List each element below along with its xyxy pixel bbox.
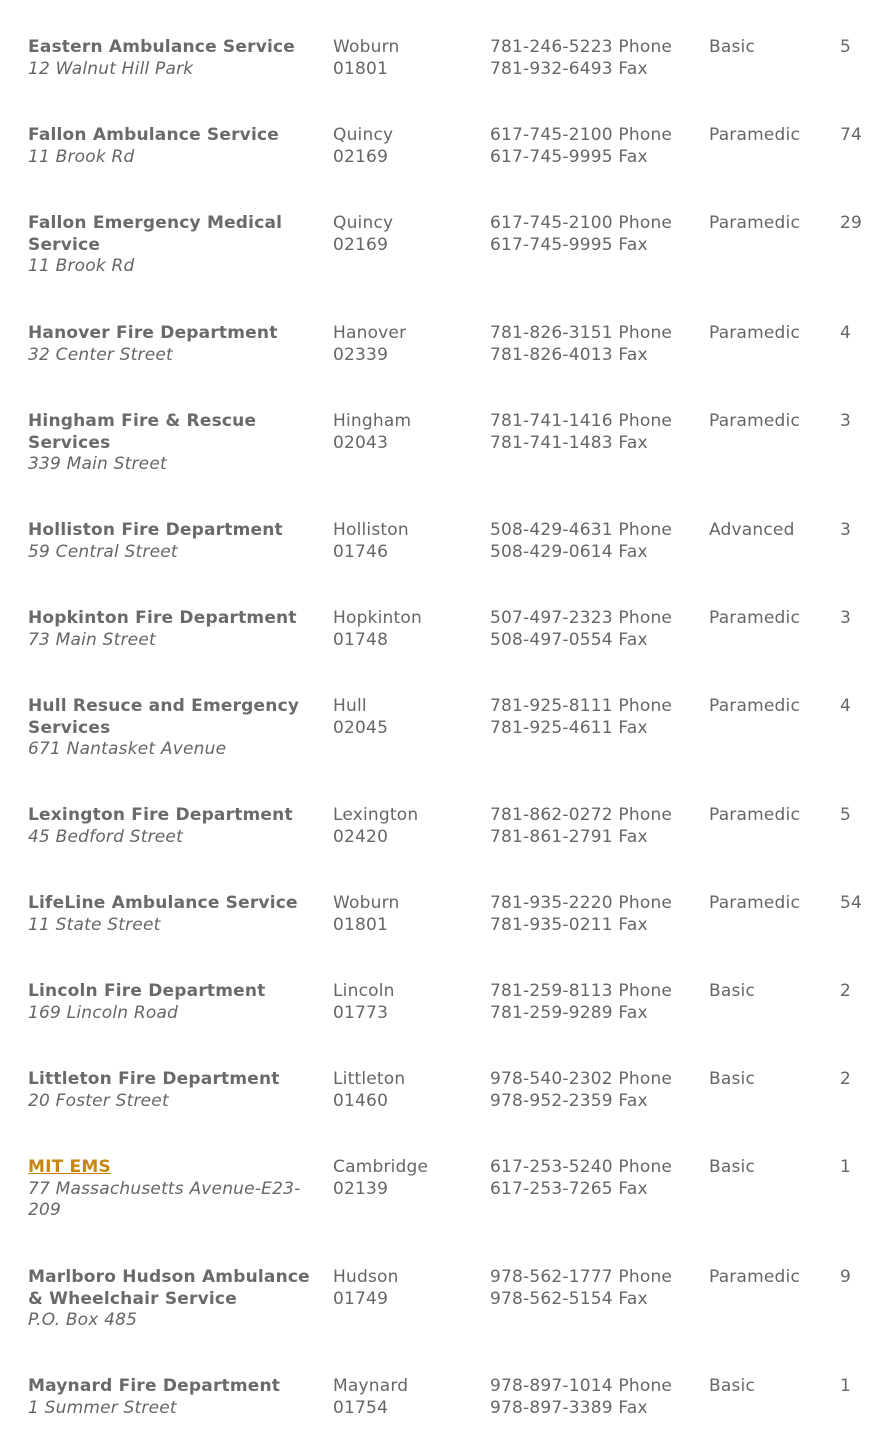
service-level: Basic [709, 981, 756, 1001]
location-cell [333, 1376, 473, 1419]
phone-number: 508-429-4631 Phone [490, 520, 673, 540]
agency-address: 20 Foster Street [28, 1090, 169, 1111]
service-level: Paramedic [709, 893, 800, 913]
agency-name: Maynard Fire Department [28, 1376, 281, 1396]
agency-cell [28, 37, 318, 80]
agency-cell [28, 1069, 318, 1112]
agency-cell [28, 1157, 318, 1222]
service-level: Basic [709, 37, 756, 57]
agency-address: 169 Lincoln Road [28, 1002, 179, 1023]
city: Littleton [333, 1069, 406, 1089]
fax-number: 781-925-4611 Fax [490, 717, 648, 738]
agency-cell [28, 411, 318, 476]
phone-number: 781-862-0272 Phone [490, 805, 673, 825]
location-cell [333, 1267, 473, 1310]
location-cell [333, 323, 473, 366]
service-level: Paramedic [709, 213, 800, 233]
service-level: Advanced [709, 520, 795, 540]
city: Hingham [333, 411, 412, 431]
zip-code: 01460 [333, 1090, 389, 1111]
service-level: Paramedic [709, 608, 800, 628]
fax-number: 781-935-0211 Fax [490, 914, 648, 935]
contact-cell [490, 696, 700, 739]
location-cell [333, 805, 473, 848]
phone-number: 617-745-2100 Phone [490, 125, 673, 145]
city: Quincy [333, 125, 394, 145]
service-level: Paramedic [709, 1267, 800, 1287]
contact-cell [490, 323, 700, 366]
agency-address: 11 Brook Rd [28, 256, 135, 276]
agency-link[interactable]: MIT EMS [28, 1157, 111, 1177]
agency-cell [28, 125, 318, 168]
agency-address: 1 Summer Street [28, 1397, 177, 1418]
fax-number: 781-826-4013 Fax [490, 344, 648, 365]
contact-cell [490, 608, 700, 651]
service-level: Paramedic [709, 805, 800, 825]
agency-address: 32 Center Street [28, 344, 173, 365]
contact-cell [490, 125, 700, 168]
zip-code: 01801 [333, 914, 389, 935]
count-value: 3 [840, 608, 852, 628]
zip-code: 01754 [333, 1397, 389, 1418]
agency-name: Fallon Ambulance Service [28, 125, 279, 145]
agency-name: Lincoln Fire Department [28, 981, 266, 1001]
fax-number: 978-952-2359 Fax [490, 1090, 648, 1111]
count-value: 3 [840, 520, 852, 540]
city: Quincy [333, 213, 394, 233]
agency-name: Lexington Fire Department [28, 805, 293, 825]
city: Hull [333, 696, 367, 716]
city: Lincoln [333, 981, 395, 1001]
contact-cell [490, 213, 700, 256]
city: Woburn [333, 893, 400, 913]
zip-code: 01773 [333, 1002, 389, 1023]
service-level: Paramedic [709, 696, 800, 716]
location-cell [333, 125, 473, 168]
fax-number: 781-741-1483 Fax [490, 432, 648, 453]
phone-number: 978-540-2302 Phone [490, 1069, 673, 1089]
agency-address: P.O. Box 485 [28, 1310, 138, 1330]
fax-number: 978-897-3389 Fax [490, 1397, 648, 1418]
city: Hudson [333, 1267, 399, 1287]
zip-code: 02045 [333, 717, 389, 738]
agency-cell [28, 323, 318, 366]
location-cell [333, 981, 473, 1024]
service-level: Basic [709, 1376, 756, 1396]
count-value: 4 [840, 696, 852, 716]
city: Lexington [333, 805, 419, 825]
agency-address: 12 Walnut Hill Park [28, 58, 194, 79]
service-level: Paramedic [709, 323, 800, 343]
fax-number: 617-253-7265 Fax [490, 1178, 648, 1199]
count-value: 1 [840, 1376, 852, 1396]
agency-cell [28, 1376, 318, 1419]
agency-address: 73 Main Street [28, 629, 156, 650]
count-value: 5 [840, 805, 852, 825]
count-value: 29 [840, 213, 863, 233]
city: Maynard [333, 1376, 409, 1396]
location-cell [333, 213, 473, 256]
agency-cell [28, 696, 318, 761]
count-value: 3 [840, 411, 852, 431]
agency-address: 77 Massachusetts Avenue-E23-209 [28, 1178, 301, 1220]
agency-cell [28, 520, 318, 563]
location-cell [333, 893, 473, 936]
phone-number: 781-935-2220 Phone [490, 893, 673, 913]
fax-number: 508-497-0554 Fax [490, 629, 648, 650]
zip-code: 01746 [333, 541, 389, 562]
agency-name: Fallon Emergency Medical Service [28, 213, 283, 255]
service-level: Basic [709, 1069, 756, 1089]
agency-cell [28, 893, 318, 936]
agency-cell [28, 981, 318, 1024]
city: Holliston [333, 520, 409, 540]
contact-cell [490, 37, 700, 80]
service-level: Basic [709, 1157, 756, 1177]
zip-code: 02339 [333, 344, 389, 365]
zip-code: 02420 [333, 826, 389, 847]
city: Hopkinton [333, 608, 422, 628]
fax-number: 781-861-2791 Fax [490, 826, 648, 847]
city: Woburn [333, 37, 400, 57]
agency-name: Hopkinton Fire Department [28, 608, 297, 628]
service-level: Paramedic [709, 411, 800, 431]
agency-name: Holliston Fire Department [28, 520, 283, 540]
agency-name: Littleton Fire Department [28, 1069, 280, 1089]
city: Hanover [333, 323, 407, 343]
fax-number: 617-745-9995 Fax [490, 234, 648, 255]
contact-cell [490, 520, 700, 563]
contact-cell [490, 1069, 700, 1112]
location-cell [333, 608, 473, 651]
count-value: 2 [840, 981, 852, 1001]
agency-name: Hull Resuce and Emergency Services [28, 696, 300, 738]
agency-name: Hanover Fire Department [28, 323, 278, 343]
fax-number: 617-745-9995 Fax [490, 146, 648, 167]
count-value: 1 [840, 1157, 852, 1177]
phone-number: 781-826-3151 Phone [490, 323, 673, 343]
phone-number: 781-741-1416 Phone [490, 411, 673, 431]
phone-number: 978-562-1777 Phone [490, 1267, 673, 1287]
location-cell [333, 1069, 473, 1112]
phone-number: 617-745-2100 Phone [490, 213, 673, 233]
location-cell [333, 1157, 473, 1200]
zip-code: 01748 [333, 629, 389, 650]
count-value: 4 [840, 323, 852, 343]
agency-address: 59 Central Street [28, 541, 178, 562]
phone-number: 978-897-1014 Phone [490, 1376, 673, 1396]
agency-address: 11 State Street [28, 914, 161, 935]
contact-cell [490, 1376, 700, 1419]
phone-number: 781-259-8113 Phone [490, 981, 673, 1001]
contact-cell [490, 1157, 700, 1200]
fax-number: 781-932-6493 Fax [490, 58, 648, 79]
phone-number: 781-925-8111 Phone [490, 696, 673, 716]
fax-number: 978-562-5154 Fax [490, 1288, 648, 1309]
phone-number: 507-497-2323 Phone [490, 608, 673, 628]
fax-number: 508-429-0614 Fax [490, 541, 648, 562]
agency-cell [28, 608, 318, 651]
agency-address: 45 Bedford Street [28, 826, 183, 847]
location-cell [333, 520, 473, 563]
zip-code: 02169 [333, 146, 389, 167]
contact-cell [490, 1267, 700, 1310]
count-value: 74 [840, 125, 863, 145]
city: Cambridge [333, 1157, 429, 1177]
count-value: 9 [840, 1267, 852, 1287]
phone-number: 617-253-5240 Phone [490, 1157, 673, 1177]
agency-name: Marlboro Hudson Ambulance & Wheelchair Service [28, 1267, 310, 1309]
fax-number: 781-259-9289 Fax [490, 1002, 648, 1023]
zip-code: 02169 [333, 234, 389, 255]
zip-code: 02139 [333, 1178, 389, 1199]
contact-cell [490, 893, 700, 936]
agency-cell [28, 213, 318, 278]
location-cell [333, 696, 473, 739]
location-cell [333, 411, 473, 454]
agency-address: 11 Brook Rd [28, 146, 135, 167]
contact-cell [490, 805, 700, 848]
count-value: 2 [840, 1069, 852, 1089]
agency-name: Eastern Ambulance Service [28, 37, 296, 57]
agency-address: 671 Nantasket Avenue [28, 739, 227, 759]
contact-cell [490, 411, 700, 454]
count-value: 54 [840, 893, 863, 913]
service-level: Paramedic [709, 125, 800, 145]
phone-number: 781-246-5223 Phone [490, 37, 673, 57]
contact-cell [490, 981, 700, 1024]
count-value: 5 [840, 37, 852, 57]
agency-name: LifeLine Ambulance Service [28, 893, 298, 913]
agency-name: Hingham Fire & Rescue Services [28, 411, 257, 453]
agency-cell [28, 1267, 318, 1332]
agency-address: 339 Main Street [28, 454, 167, 474]
agency-cell [28, 805, 318, 848]
location-cell [333, 37, 473, 80]
zip-code: 01749 [333, 1288, 389, 1309]
zip-code: 02043 [333, 432, 389, 453]
zip-code: 01801 [333, 58, 389, 79]
